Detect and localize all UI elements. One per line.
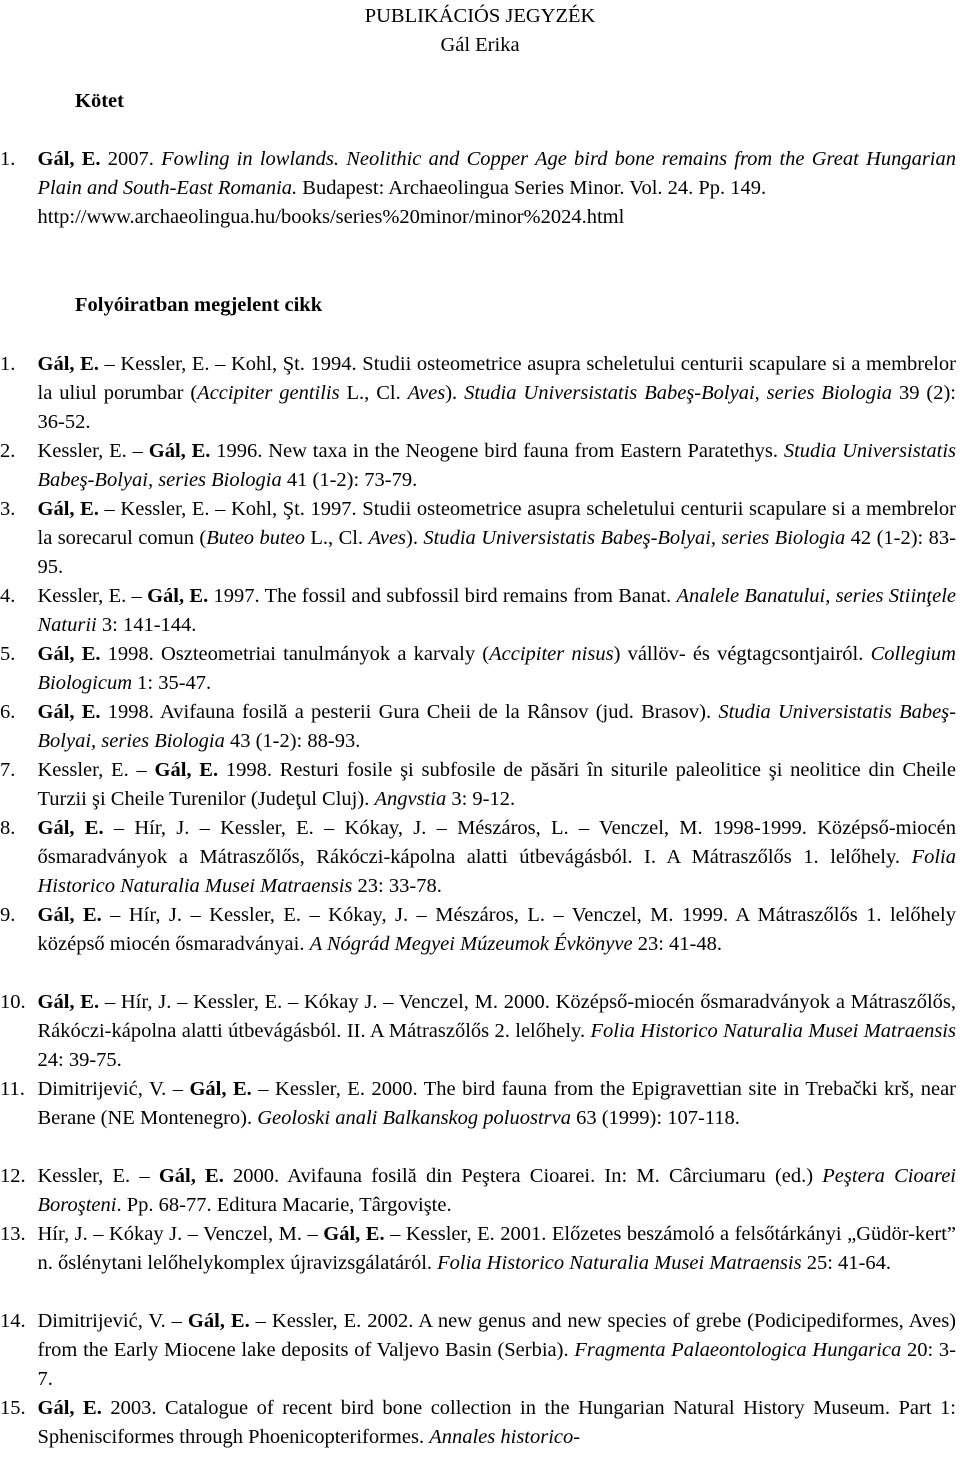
entry-text: – Kessler, E. – Kohl, Şt. 1997. Studii osteometrice asupra scheletului centurii scapulare si a membrelor la sorecarul comun (: [37, 498, 956, 549]
entry-author-highlight: Gál, E.: [37, 904, 102, 926]
entry-text: ).: [406, 527, 424, 549]
article-entry: [0, 1162, 960, 1220]
entry-text: ).: [445, 382, 465, 404]
entry-number: 4.: [0, 585, 16, 607]
entry-text: – Kessler, E. 2000. The bird fauna from the Epigravettian site in Trebački krš, near Berane (NE Montenegro).: [37, 1078, 956, 1129]
article-entry: [0, 814, 960, 901]
page-title: PUBLIKÁCIÓS JEGYZÉK: [364, 5, 596, 27]
entry-number: 3.: [0, 498, 16, 520]
article-entry: [0, 495, 960, 582]
entry-number: 8.: [0, 817, 16, 839]
entry-publisher: Budapest: Archaeolingua Series Minor. Vol. 24. Pp. 149.: [297, 177, 767, 199]
entry-text: – Kessler, E. – Kohl, Şt. 1994. Studii osteometrice asupra scheletului centurii scapulare si a membrelor la uliul porumbar (: [37, 353, 956, 404]
entry-text: 1996. New taxa in the Neogene bird fauna from Eastern Paratethys.: [210, 440, 784, 462]
entry-italic-text: Studia Universistatis Babeş-Bolyai, series Biologia: [37, 701, 956, 752]
entry-text: – Hír, J. – Kessler, E. – Kókay J. – Venczel, M. 2000. Középső-miocén ősmaradványok a Mátraszőlős, Rákóczi-kápolna alatti útbevágásból. II. A Mátraszőlős 2. lelőhely.: [37, 991, 956, 1042]
entry-author-highlight: Gál, E.: [158, 1165, 224, 1187]
entry-italic-text: Studia Universistatis Babeş-Bolyai, series Biologia: [423, 527, 846, 549]
entry-author-highlight: Gál, E.: [187, 1310, 250, 1332]
entry-number: 7.: [0, 759, 16, 781]
entry-text: 1997. The fossil and subfossil bird remains from Banat.: [208, 585, 677, 607]
entry-italic-text: Studia Universistatis Babeş-Bolyai, series Biologia: [464, 382, 893, 404]
entry-italic-text: Accipiter nisus: [489, 643, 614, 665]
entry-text: 2000. Avifauna fosilă din Peştera Cioarei. In: M. Cârciumaru (ed.): [223, 1165, 823, 1187]
entry-text: Hír, J. – Kókay J. – Venczel, M. –: [37, 1223, 324, 1245]
entry-author-highlight: Gál, E.: [37, 1397, 102, 1419]
entry-author-highlight: Gál, E.: [147, 585, 209, 607]
entry-text: – Kessler, E. 2002. A new genus and new species of grebe (Podicipediformes, Aves) from the Early Miocene lake deposits of Valjevo Basin (Serbia).: [37, 1310, 957, 1361]
entry-author-highlight: Gál, E.: [37, 643, 101, 665]
entry-author-highlight: Gál, E.: [37, 817, 104, 839]
entry-italic-text: Buteo buteo: [206, 527, 305, 549]
entry-number: 2.: [0, 440, 16, 462]
entry-text: 3: 141-144.: [96, 614, 197, 636]
entry-italic-text: Studia Universistatis Babeş-Bolyai, series Biologia: [37, 440, 956, 491]
entry-text: 39 (2): 36-52.: [37, 382, 956, 433]
entry-number: 9.: [0, 904, 16, 926]
entry-author-highlight: Gál, E.: [37, 991, 100, 1013]
article-entry: [0, 756, 960, 814]
entry-number: 12.: [0, 1165, 26, 1187]
entry-author-highlight: Gál, E.: [148, 440, 211, 462]
entry-text: – Kessler, E. 2001. Előzetes beszámoló a felsőtárkányi „Güdör-kert” n. őslénytani lelőhelykomplex újravizsgálatáról.: [37, 1223, 956, 1274]
entry-text: 41 (1-2): 73-79.: [281, 469, 418, 491]
entry-italic-text: Angvstia: [374, 788, 447, 810]
entry-text: 43 (1-2): 88-93.: [224, 730, 361, 752]
section-heading-articles: Folyóiratban megjelent cikk: [75, 294, 323, 316]
article-entry: [0, 988, 960, 1075]
entry-author-highlight: Gál, E.: [37, 701, 101, 723]
entry-author-highlight: Gál, E.: [37, 353, 99, 375]
entry-number: 6.: [0, 701, 16, 723]
entry-text: 2003. Catalogue of recent bird bone collection in the Hungarian Natural History Museum. Part 1: Sphenisciformes through Phoenicopteriformes.: [37, 1397, 956, 1448]
entry-italic-text: Folia Historico Naturalia Musei Matraensis: [37, 846, 956, 897]
entry-text: 3: 9-12.: [446, 788, 516, 810]
entry-author: Gál, E.: [37, 148, 101, 170]
entry-text: 20: 3-7.: [37, 1339, 956, 1390]
entry-text: 1998. Oszteometriai tanulmányok a karvaly (: [100, 643, 490, 665]
entry-number: 11.: [0, 1078, 25, 1100]
header: [0, 2, 960, 60]
entry-author-highlight: Gál, E.: [189, 1078, 252, 1100]
entry-text: 25: 41-64.: [801, 1252, 891, 1274]
entry-text: 24: 39-75.: [37, 1049, 122, 1071]
article-entry: [0, 1307, 960, 1394]
entry-author-highlight: Gál, E.: [323, 1223, 385, 1245]
article-entry: [0, 582, 960, 640]
entry-italic-text: Aves: [368, 527, 407, 549]
entry-text: 63 (1999): 107-118.: [570, 1107, 740, 1129]
article-entry: [0, 698, 960, 756]
entry-text: . Pp. 68-77. Editura Macarie, Târgovişte.: [116, 1194, 452, 1216]
article-entry: [0, 1220, 960, 1278]
entry-italic-text: Fragmenta Palaeontologica Hungarica: [574, 1339, 902, 1361]
entry-italic-text: Analele Banatului, series Stiinţele Naturii: [37, 585, 956, 636]
entry-number: 10.: [0, 991, 26, 1013]
entry-italic-text: Geoloski anali Balkanskog poluostrva: [257, 1107, 571, 1129]
entry-author-highlight: Gál, E.: [37, 498, 99, 520]
entry-text: 1998. Avifauna fosilă a pesterii Gura Cheii de la Rânsov (jud. Brasov).: [100, 701, 719, 723]
entry-url[interactable]: http://www.archaeolingua.hu/books/series%20minor/minor%2024.html: [37, 206, 625, 228]
entry-number: 13.: [0, 1223, 26, 1245]
entry-title: Fowling in lowlands. Neolithic and Copper Age bird bone remains from the Great Hungarian Plain and South-East Romania.: [37, 148, 956, 199]
entry-number: 1.: [0, 148, 16, 170]
entry-italic-text: Aves: [407, 382, 446, 404]
entry-text: – Hír, J. – Kessler, E. – Kókay, J. – Mészáros, L. – Venczel, M. 1998-1999. Középső-miocén ősmaradványok a Mátraszőlős, Rákóczi-kápolna alatti útbevágásból. I. A Mátraszőlős 1. lelőhely.: [37, 817, 956, 868]
article-entry: [0, 901, 960, 959]
entry-text: 23: 33-78.: [352, 875, 442, 897]
entry-italic-text: Annales historico-: [429, 1426, 581, 1448]
entry-text: 42 (1-2): 83-95.: [37, 527, 956, 578]
entry-text: Dimitrijević, V. –: [37, 1310, 188, 1332]
entry-text: Dimitrijević, V. –: [37, 1078, 190, 1100]
entry-italic-text: Peştera Cioarei Boroşteni: [37, 1165, 956, 1216]
entry-text: L., Cl.: [305, 527, 369, 549]
entry-text: 1: 35-47.: [132, 672, 212, 694]
article-entry: [0, 1394, 960, 1452]
article-entry: [0, 1075, 960, 1133]
entry-number: 1.: [0, 353, 16, 375]
section-heading-book: Kötet: [75, 90, 124, 112]
entry-italic-text: Folia Historico Naturalia Musei Matraensis: [590, 1020, 956, 1042]
article-entry: [0, 350, 960, 437]
entry-number: 15.: [0, 1397, 26, 1419]
book-entry: [0, 145, 960, 232]
entry-text: – Hír, J. – Kessler, E. – Kókay, J. – Mészáros, L. – Venczel, M. 1999. A Mátraszőlős 1. lelőhely középső miocén ősmaradványai.: [37, 904, 956, 955]
entry-text: Kessler, E. –: [37, 1165, 159, 1187]
entry-italic-text: Collegium Biologicum: [37, 643, 956, 694]
entry-number: 14.: [0, 1310, 26, 1332]
entry-year: 2007.: [100, 148, 162, 170]
entry-italic-text: Accipiter gentilis: [197, 382, 340, 404]
entry-text: 23: 41-48.: [632, 933, 722, 955]
author-name: Gál Erika: [440, 34, 520, 56]
entry-text: Kessler, E. –: [37, 585, 148, 607]
entry-text: Kessler, E. –: [37, 759, 155, 781]
entry-italic-text: Folia Historico Naturalia Musei Matraensis: [437, 1252, 802, 1274]
entry-text: Kessler, E. –: [37, 440, 149, 462]
entry-text: ) vállöv- és végtagcsontjairól.: [613, 643, 871, 665]
entry-italic-text: A Nógrád Megyei Múzeumok Évkönyve: [309, 933, 633, 955]
article-entry: [0, 437, 960, 495]
article-entry: [0, 640, 960, 698]
entry-number: 5.: [0, 643, 16, 665]
entry-author-highlight: Gál, E.: [154, 759, 219, 781]
entry-text: L., Cl.: [339, 382, 408, 404]
entry-text: 1998. Resturi fosile şi subfosile de păsări în siturile paleolitice şi neolitice din Cheile Turzii şi Cheile Turenilor (Judeţul Cluj).: [37, 759, 956, 810]
